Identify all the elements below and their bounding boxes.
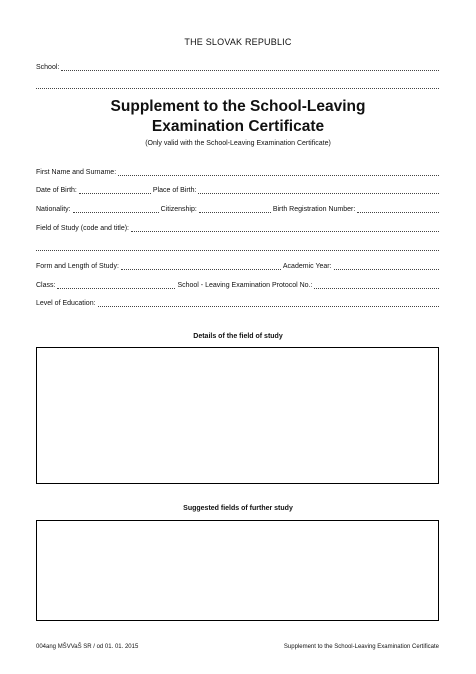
nationality-row[interactable] — [36, 204, 439, 214]
further-study-box[interactable] — [36, 520, 439, 621]
field-of-study-field[interactable] — [36, 223, 439, 233]
details-box[interactable] — [36, 347, 439, 484]
class-row[interactable] — [36, 280, 439, 290]
birth-row[interactable] — [36, 185, 439, 195]
school-label: School: — [36, 64, 60, 71]
level-of-education-field[interactable] — [36, 298, 439, 308]
field-of-study-continuation[interactable] — [36, 242, 439, 252]
protocol-no-dotted-line — [314, 286, 439, 289]
birth-registration-number-dotted-line — [357, 210, 439, 213]
first-name-surname-field[interactable] — [36, 167, 439, 177]
details-section-title: Details of the field of study — [193, 333, 283, 340]
footer-form-code: 004ang MŠVVaŠ SR / od 01. 01. 2015 — [36, 644, 139, 650]
school-field[interactable] — [36, 62, 439, 72]
place-of-birth-dotted-line — [198, 191, 439, 194]
citizenship-label: Citizenship: — [160, 206, 197, 213]
class-label: Class: — [36, 282, 56, 289]
form-length-of-study-label: Form and Length of Study: — [36, 263, 119, 270]
academic-year-dotted-line — [334, 267, 439, 270]
nationality-dotted-line — [73, 210, 159, 213]
birth-registration-number-label: Birth Registration Number: — [272, 206, 356, 213]
document-title — [0, 97, 476, 137]
school-dotted-line — [61, 68, 439, 71]
footer-document-name: Supplement to the School-Leaving Examination Certificate — [283, 644, 439, 650]
title-line-1: Supplement to the School-Leaving — [110, 98, 366, 115]
school-field-continuation[interactable] — [36, 80, 439, 90]
field-of-study-dotted-line-2 — [36, 248, 439, 251]
country-heading: THE SLOVAK REPUBLIC — [184, 37, 292, 47]
protocol-no-label: School - Leaving Examination Protocol No.: — [177, 282, 313, 289]
academic-year-label: Academic Year: — [282, 263, 332, 270]
title-line-2: Examination Certificate — [151, 118, 325, 135]
field-of-study-label: Field of Study (code and title): — [36, 225, 129, 232]
form-length-of-study-dotted-line — [121, 267, 281, 270]
study-form-row[interactable] — [36, 261, 439, 271]
class-dotted-line — [57, 286, 175, 289]
first-name-surname-dotted-line — [118, 173, 439, 176]
date-of-birth-label: Date of Birth: — [36, 187, 77, 194]
first-name-surname-label: First Name and Surname: — [36, 169, 117, 176]
field-of-study-dotted-line — [131, 229, 439, 232]
level-of-education-label: Level of Education: — [36, 300, 96, 307]
further-study-section-title: Suggested fields of further study — [183, 505, 293, 512]
date-of-birth-dotted-line — [79, 191, 151, 194]
document-subtitle: (Only valid with the School-Leaving Examination Certificate) — [145, 140, 331, 147]
level-of-education-dotted-line — [98, 304, 439, 307]
school-dotted-line-2 — [36, 86, 439, 89]
citizenship-dotted-line — [199, 210, 271, 213]
nationality-label: Nationality: — [36, 206, 71, 213]
place-of-birth-label: Place of Birth: — [152, 187, 197, 194]
